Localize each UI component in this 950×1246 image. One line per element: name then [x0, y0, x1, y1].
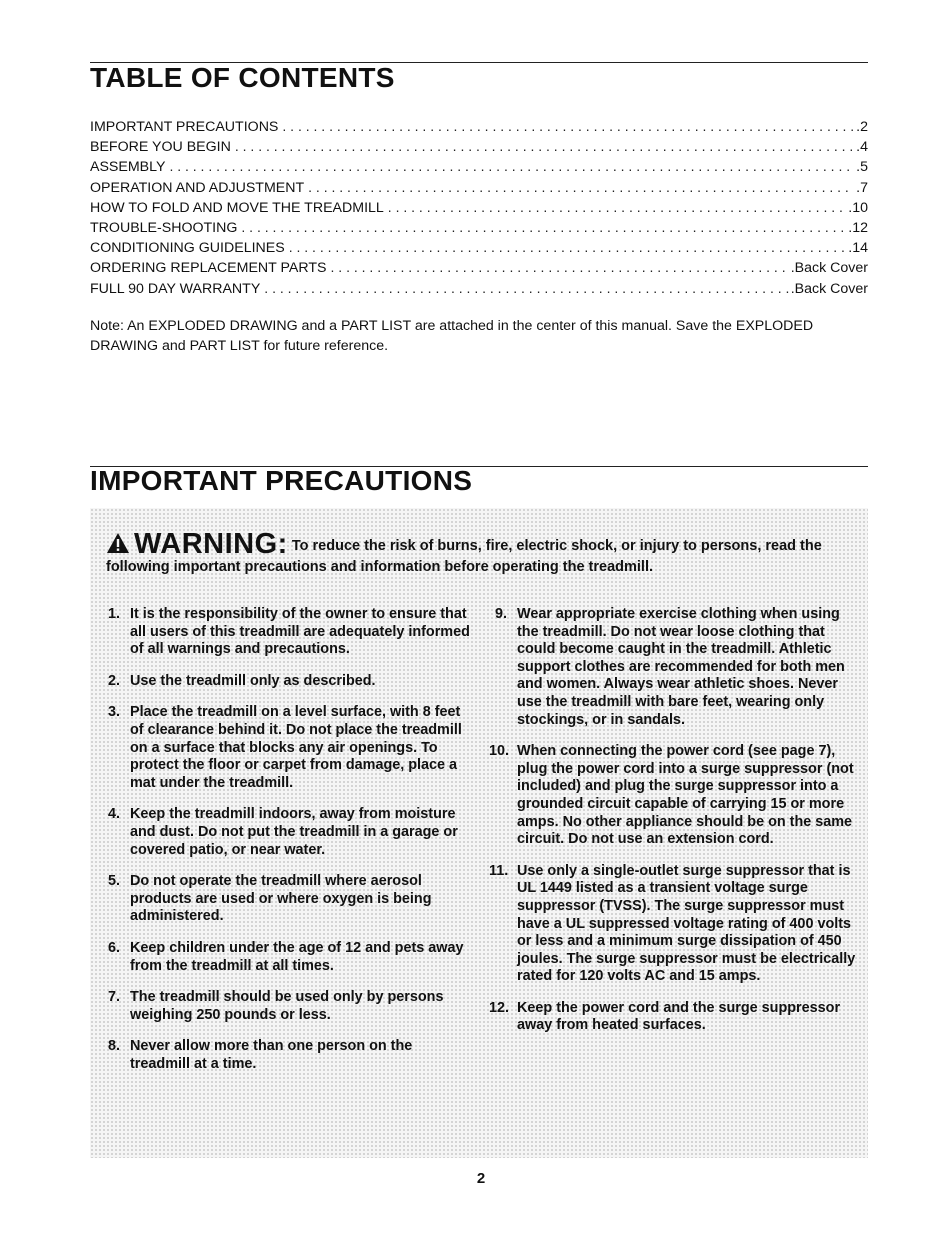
precaution-number: 1. — [107, 606, 120, 622]
toc-entry-page: .Back Cover — [790, 260, 868, 277]
precaution-text: Do not operate the treadmill where aerosol products are used or where oxygen is being administered. — [130, 873, 432, 925]
toc-entry[interactable] — [90, 138, 868, 158]
toc-heading: TABLE OF CONTENTS — [90, 62, 395, 93]
toc-entry-title: TROUBLE-SHOOTING — [90, 219, 238, 236]
toc-list — [90, 118, 868, 300]
toc-entry-title: FULL 90 DAY WARRANTY — [90, 280, 261, 297]
toc-entry-page: .4 — [856, 139, 868, 156]
toc-entry[interactable] — [90, 199, 868, 219]
precaution-item — [489, 863, 861, 986]
precautions-heading: IMPORTANT PRECAUTIONS — [90, 465, 473, 496]
warning-word: WARNING: — [134, 528, 288, 560]
toc-entry-title: BEFORE YOU BEGIN — [90, 139, 231, 156]
toc-entry[interactable] — [90, 219, 868, 239]
precaution-item — [104, 989, 474, 1024]
toc-entry-page: .7 — [856, 179, 868, 196]
toc-entry[interactable] — [90, 239, 868, 259]
precaution-number: 5. — [107, 873, 120, 890]
toc-entry[interactable] — [90, 280, 868, 300]
toc-entry-title: OPERATION AND ADJUSTMENT — [90, 179, 305, 196]
toc-leader-dots — [241, 219, 846, 235]
precaution-text: When connecting the power cord (see page 7), plug the power cord into a surge suppressor (not included) and plug the surge suppressor into a grounded circuit capable of carrying 15 or more amps. No other appliance should be on the same circuit. Do not use an extension cord. — [517, 743, 854, 848]
toc-leader-dots — [235, 138, 854, 154]
toc-entry[interactable] — [90, 158, 868, 178]
toc-note: Note: An EXPLODED DRAWING and a PART LIST are attached in the center of this manual. Save the EXPLODED DRAWING and PART LIST for future reference. — [90, 318, 814, 354]
toc-entry-page: .5 — [856, 159, 868, 176]
toc-leader-dots — [169, 158, 854, 174]
precaution-number: 11. — [489, 862, 509, 879]
toc-entry-page: .10 — [848, 199, 868, 216]
precaution-text: Never allow more than one person on the treadmill at a time. — [130, 1038, 413, 1072]
precaution-number: 9. — [494, 606, 507, 622]
toc-entry-title: ORDERING REPLACEMENT PARTS — [90, 260, 327, 277]
toc-leader-dots — [331, 259, 789, 275]
precaution-item — [104, 673, 474, 691]
precaution-text: Place the treadmill on a level surface, with 8 feet of clearance behind it. Do not place the treadmill on a surface that blocks any air openings. To protect the floor or carpet from damage, place a mat under the treadmill. — [130, 704, 462, 791]
precaution-number: 7. — [107, 989, 120, 1006]
precaution-number: 10. — [489, 743, 510, 760]
toc-entry-page: .12 — [848, 219, 868, 236]
precaution-text: The treadmill should be used only by persons weighing 250 pounds or less. — [130, 989, 444, 1023]
precaution-text: Use only a single-outlet surge suppressor that is UL 1449 listed as a transient voltage surge suppressor (TVSS). The surge suppressor must have a UL suppressed voltage rating of 400 volts or less and a minimum surge dissipation of 450 joules. The surge suppressor must be electrically rated for 120 volts AC and 15 amps. — [517, 862, 856, 985]
precaution-item — [104, 704, 474, 792]
toc-entry-page: .14 — [848, 240, 868, 257]
precaution-item — [104, 873, 474, 926]
precaution-number: 2. — [107, 672, 120, 689]
precaution-text: Use the treadmill only as described. — [130, 672, 376, 689]
toc-entry-title: HOW TO FOLD AND MOVE THE TREADMILL — [90, 199, 384, 216]
precaution-number: 8. — [107, 1038, 120, 1055]
precaution-text: Keep the power cord and the surge suppressor away from heated surfaces. — [517, 999, 841, 1034]
precautions-left-column — [104, 606, 474, 1073]
precautions-right-column — [489, 606, 861, 1035]
precaution-text: Keep the treadmill indoors, away from moisture and dust. Do not put the treadmill in a garage or covered patio, or near water. — [130, 806, 458, 858]
toc-entry-page: .2 — [856, 119, 868, 135]
warning-text: To reduce the risk of burns, fire, electric shock, or injury to persons, read the following important precautions and information before operating the treadmill. — [106, 538, 822, 575]
page-number: 2 — [476, 1170, 486, 1187]
precaution-item — [104, 806, 474, 859]
precaution-number: 6. — [107, 939, 120, 956]
precaution-number: 3. — [107, 704, 120, 721]
precaution-number: 12. — [489, 999, 510, 1016]
toc-entry[interactable] — [90, 118, 868, 138]
toc-entry[interactable] — [90, 179, 868, 199]
precaution-item — [104, 1038, 474, 1073]
toc-entry-title: CONDITIONING GUIDELINES — [90, 240, 285, 257]
precaution-item — [489, 1000, 861, 1035]
precaution-number: 4. — [107, 806, 120, 823]
toc-leader-dots — [264, 280, 788, 296]
toc-entry-title: ASSEMBLY — [90, 159, 166, 176]
toc-leader-dots — [308, 179, 854, 195]
toc-leader-dots — [282, 118, 854, 134]
toc-leader-dots — [289, 239, 847, 255]
precaution-text: It is the responsibility of the owner to ensure that all users of this treadmill are adequately informed of all warnings and precautions. — [130, 606, 470, 658]
precaution-item — [104, 940, 474, 975]
toc-leader-dots — [388, 199, 846, 215]
precaution-item — [104, 606, 474, 659]
precaution-text: Keep children under the age of 12 and pets away from the treadmill at all times. — [130, 939, 464, 974]
precaution-item — [489, 606, 861, 729]
toc-entry-title: IMPORTANT PRECAUTIONS — [90, 119, 279, 135]
warning-statement — [106, 528, 858, 576]
toc-entry[interactable] — [90, 259, 868, 279]
precaution-item — [489, 743, 861, 849]
toc-entry-page: .Back Cover — [790, 280, 868, 297]
warning-triangle-icon — [106, 532, 130, 559]
precaution-text: Wear appropriate exercise clothing when using the treadmill. Do not wear loose clothing that could become caught in the treadmill. Athletic support clothes are recommended for both men and women. Always wear athletic shoes. Never use the treadmill with bare feet, wearing only stockings, or in sandals. — [517, 606, 845, 728]
